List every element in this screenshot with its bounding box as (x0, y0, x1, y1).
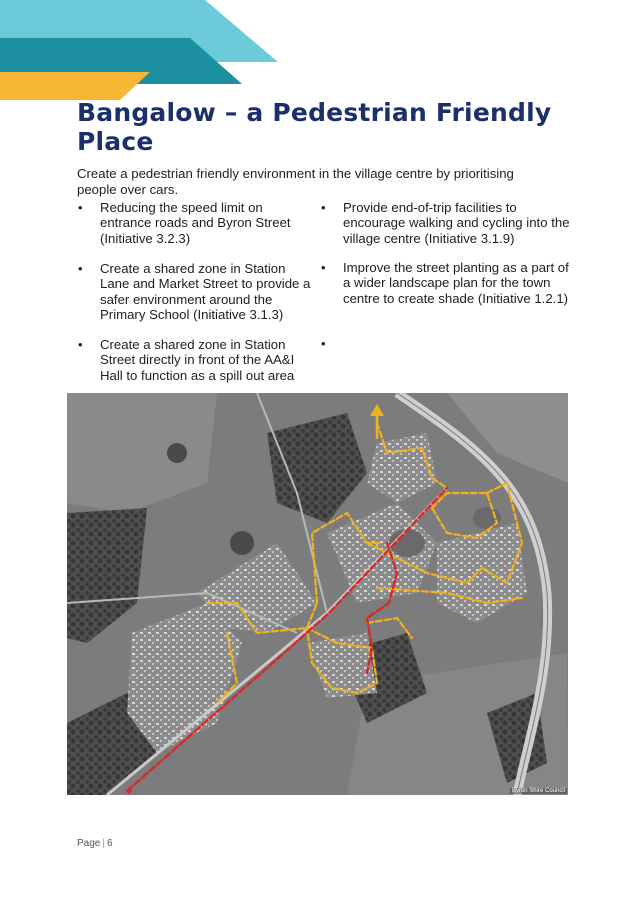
bullet-item: • Provide end-of-trip facilities to encourage walking and cycling into the village centre (Initiative 3.1.9) (320, 200, 570, 260)
bullet-list-right (320, 200, 570, 336)
page-title: Bangalow – a Pedestrian Friendly Place (77, 98, 552, 156)
bullet-item: • Improve the street planting as a part of a wider landscape plan for the town centre to create shade (Initiative 1.2.1) (320, 260, 570, 336)
aerial-map (67, 393, 568, 795)
bullet-item: • Create a shared zone in Station Lane and Market Street to provide a safer environment around the Primary School (Initiative 3.1.3) (77, 261, 317, 337)
banner-yellow-stripe (0, 72, 150, 100)
map-trees (230, 531, 254, 555)
map-oval (473, 507, 501, 529)
header-banner (0, 0, 300, 110)
map-credit: Byron Shire Council (511, 788, 565, 794)
route-start-marker (127, 789, 132, 794)
bullet-list-left (77, 200, 317, 383)
intro-paragraph: Create a pedestrian friendly environment in the village centre by prioritising people over cars. (77, 166, 514, 197)
footer-page-number: 6 (106, 838, 113, 849)
map-trees (167, 443, 187, 463)
bullet-item: • Create a shared zone in Station Street directly in front of the AA&I Hall to function as a spill out area (77, 337, 317, 383)
page-footer (77, 838, 113, 849)
footer-separator: | (102, 838, 105, 849)
footer-page-label: Page (77, 838, 101, 849)
bullet-item: • Reducing the speed limit on entrance roads and Byron Street (Initiative 3.2.3) (77, 200, 317, 261)
aerial-map-graphic (67, 393, 568, 795)
